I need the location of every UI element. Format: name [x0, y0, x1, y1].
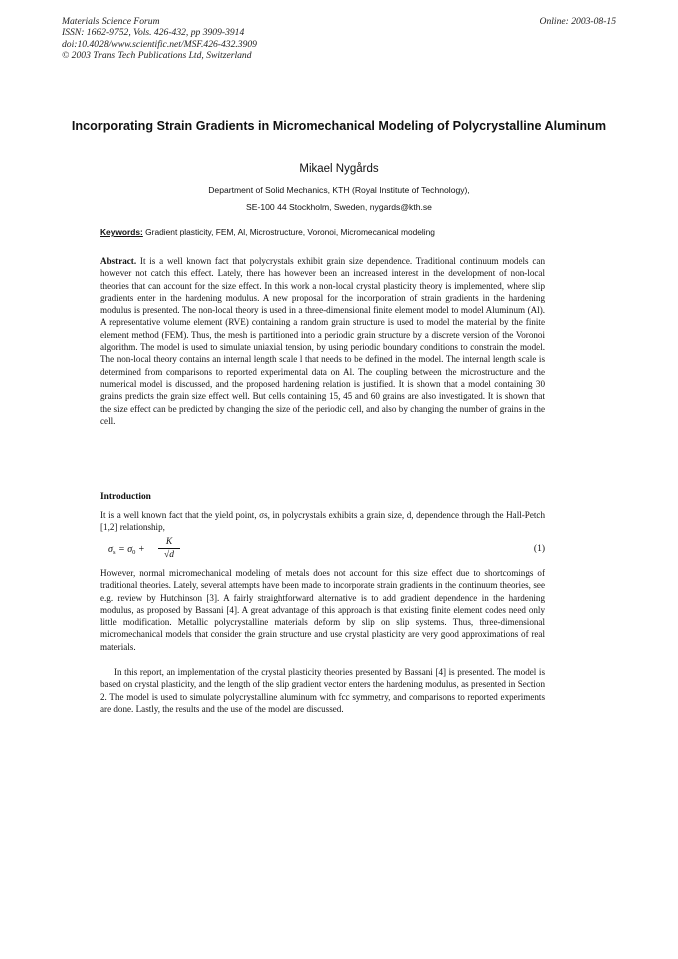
paper-title: Incorporating Strain Gradients in Micromechanical Modeling of Polycrystalline Aluminum [71, 119, 607, 133]
eq-numerator: K [165, 537, 173, 547]
eq-lhs-sub: s [112, 549, 116, 556]
eq-lhs: σ [108, 544, 113, 555]
eq-denominator: √d [164, 550, 174, 560]
hall-petch-equation [108, 537, 545, 563]
intro-paragraph-2: However, normal micromechanical modeling of metals does not account for this size effect due to shortcomings of traditional theories. Lately, several attempts have been made to incorporate strain gradients in the continuum theories, see e.g. review by Hutchinson [3]. A fairly straightforward alternative is to add gradient dependence in the hardening modulus, as proposed by Bassani [4]. A great advantage of this approach is that existing finite element codes need only little modification. Metallic polycrystalline materials deform by slip on slip systems. Thus, three-dimensional micromechanical models that consider the grain structure and use crystal plasticity are very good approximations of real materials. [100, 568, 545, 652]
online-date: Online: 2003-08-15 [539, 16, 616, 27]
fraction-bar [158, 548, 180, 549]
keywords-text: Gradient plasticity, FEM, Al, Microstructure, Voronoi, Micromecanical modeling [145, 227, 435, 237]
affiliation-line-2: SE-100 44 Stockholm, Sweden, nygards@kth.se [246, 202, 432, 212]
eq-rhs-sub: 0 [132, 549, 136, 556]
eq-plus: + [137, 544, 145, 555]
affiliation-line-1: Department of Solid Mechanics, KTH (Royal Institute of Technology), [208, 185, 470, 195]
author-name: Mikael Nygårds [299, 163, 379, 175]
copyright-line: © 2003 Trans Tech Publications Ltd, Switzerland [62, 50, 252, 62]
abstract [100, 255, 545, 427]
journal-header [62, 16, 362, 62]
intro-paragraph-1: It is a well known fact that the yield point, σs, in polycrystals exhibits a grain size, d, dependence through the Hall-Petch [1,2] relationship, [100, 510, 545, 533]
abstract-label: Abstract. [100, 256, 137, 266]
introduction-heading: Introduction [100, 492, 151, 502]
journal-name: Materials Science Forum [62, 16, 160, 27]
keywords [100, 227, 580, 237]
eq-fraction [158, 537, 180, 561]
equation-number: (1) [533, 544, 545, 554]
eq-equals: = [117, 544, 125, 555]
issn-line: ISSN: 1662-9752, Vols. 426-432, pp 3909-3914 [62, 27, 245, 39]
intro-paragraph-3: In this report, an implementation of the crystal plasticity theories presented by Bassani [4] is presented. The model is based on crystal plasticity, and the length of the slip gradient vector enters the hardening modulus, as presented in Section 2. The model is used to simulate polycrystalline aluminum with fcc symmetry, and comparisons to reported experiments are done. Lastly, the results and the use of the model are discussed. [100, 667, 545, 714]
keywords-label: Keywords: [100, 227, 143, 237]
eq-rhs: σ [127, 544, 133, 555]
abstract-text: It is a well known fact that polycrystals exhibit grain size dependence. Traditional continuum models can however not catch this effect. Lately, there has however been an increased interest in the development of non-local theories that can account for the size effect. In this work a non-local crystal plasticity theory is implemented, where slip gradients enter in the hardening modulus. A new proposal for the incorporation of strain gradients in the hardening modulus is presented. The non-local theory is used in a three-dimensional finite element model to model Aluminum (Al). A representative volume element (RVE) containing a random grain structure is used to model the material by the finite element method (FEM). Thus, the mesh is partitioned into a periodic grain structure by a discrete version of the Voronoi algorithm. The model is used to simulate uniaxial tension, by using periodic boundary conditions to constrain the model. The non-local theory contains an internal length scale l that needs to be defined in the model. The internal length scale is determined from comparisons to reported experimental data on Al. The coupling between the microstructure and the numerical model is discussed, and the proposed hardening relation is justified. It is shown that a model containing 30 grains predicts the grain size effect well. But cells containing 15, 45 and 60 grains are also investigated. It is shown that the size effect can be predicted by changing the size of the periodic cell, and also by changing the number of grains in the cell. [100, 256, 545, 426]
doi-line: doi:10.4028/www.scientific.net/MSF.426-432.3909 [62, 38, 257, 50]
affiliation [62, 182, 616, 216]
